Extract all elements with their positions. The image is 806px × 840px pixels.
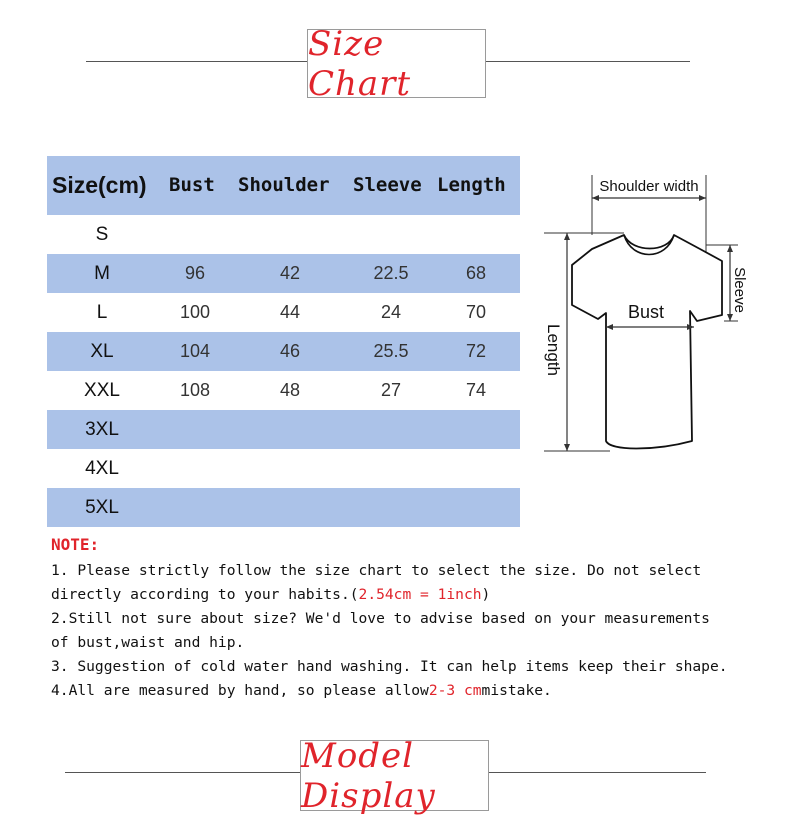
note-text: mistake. xyxy=(481,682,552,699)
length-cell: 70 xyxy=(465,302,487,322)
shoulder-cell: 48 xyxy=(279,380,301,400)
footer-divider-left xyxy=(65,772,300,773)
header-divider-left xyxy=(86,61,307,62)
header-size: Size(cm) xyxy=(52,172,147,198)
shoulder-cell: 46 xyxy=(279,341,301,361)
model-display-title-box xyxy=(300,735,489,816)
size-cell: XXL xyxy=(84,380,120,401)
sleeve-label: Sleeve xyxy=(731,267,748,313)
shoulder-cell: 44 xyxy=(279,302,301,322)
header-sleeve: Sleeve xyxy=(353,174,422,196)
shoulder-width-label: Shoulder width xyxy=(599,178,699,195)
note-line xyxy=(51,583,771,607)
table-row xyxy=(47,254,520,293)
sleeve-cell: 24 xyxy=(380,302,402,322)
length-cell: 74 xyxy=(465,380,487,400)
size-cell: 4XL xyxy=(85,458,119,479)
size-cell: XL xyxy=(90,341,114,362)
size-cell: 5XL xyxy=(85,497,119,518)
note-line: 1. Please strictly follow the size chart to select the size. Do not select xyxy=(51,562,702,579)
table-row xyxy=(47,293,520,332)
note-line: 2.Still not sure about size? We'd love to advise based on your measurements xyxy=(51,610,710,627)
sleeve-cell: 22.5 xyxy=(373,263,409,283)
note-highlight: 2-3 cm xyxy=(428,682,482,699)
length-cell: 68 xyxy=(465,263,487,283)
note-text: directly according to your habits.( xyxy=(51,586,359,603)
table-header xyxy=(47,156,520,215)
table-row xyxy=(47,371,520,410)
note-text: 4.All are measured by hand, so please allow xyxy=(51,682,429,699)
size-chart-title: Size Chart xyxy=(308,23,412,104)
bust-label: Bust xyxy=(627,302,665,322)
table-row xyxy=(47,449,520,488)
header-shoulder: Shoulder xyxy=(238,174,330,196)
bust-cell: 108 xyxy=(179,380,211,400)
tshirt-outline-icon xyxy=(540,165,760,465)
header-divider-right xyxy=(485,61,690,62)
size-cell: S xyxy=(95,224,109,245)
length-cell: 72 xyxy=(465,341,487,361)
note-line: of bust,waist and hip. xyxy=(51,634,245,651)
sleeve-cell: 27 xyxy=(380,380,402,400)
model-display-title: Model Display xyxy=(301,735,436,816)
header-length: Length xyxy=(437,174,506,196)
bust-cell: 96 xyxy=(184,263,206,283)
size-cell: 3XL xyxy=(85,419,119,440)
note-line xyxy=(51,679,771,703)
size-table xyxy=(47,156,520,527)
shoulder-cell: 42 xyxy=(279,263,301,283)
note-line: 3. Suggestion of cold water hand washing. It can help items keep their shape. xyxy=(51,658,728,675)
size-chart-title-box xyxy=(307,23,486,104)
table-row xyxy=(47,215,520,254)
table-row xyxy=(47,488,520,527)
table-row xyxy=(47,410,520,449)
size-cell: L xyxy=(96,302,108,323)
note-highlight: 2.54cm = 1inch xyxy=(358,586,482,603)
tshirt-measurement-diagram xyxy=(540,165,760,470)
table-row xyxy=(47,332,520,371)
bust-cell: 104 xyxy=(179,341,211,361)
sleeve-cell: 25.5 xyxy=(373,341,409,361)
header-bust: Bust xyxy=(169,174,215,196)
bust-cell: 100 xyxy=(179,302,211,322)
note-title: NOTE: xyxy=(51,535,100,554)
size-cell: M xyxy=(94,263,110,284)
notes-section xyxy=(51,535,771,703)
note-text: ) xyxy=(481,586,491,603)
length-label: Length xyxy=(544,324,563,376)
footer-divider-right xyxy=(488,772,706,773)
